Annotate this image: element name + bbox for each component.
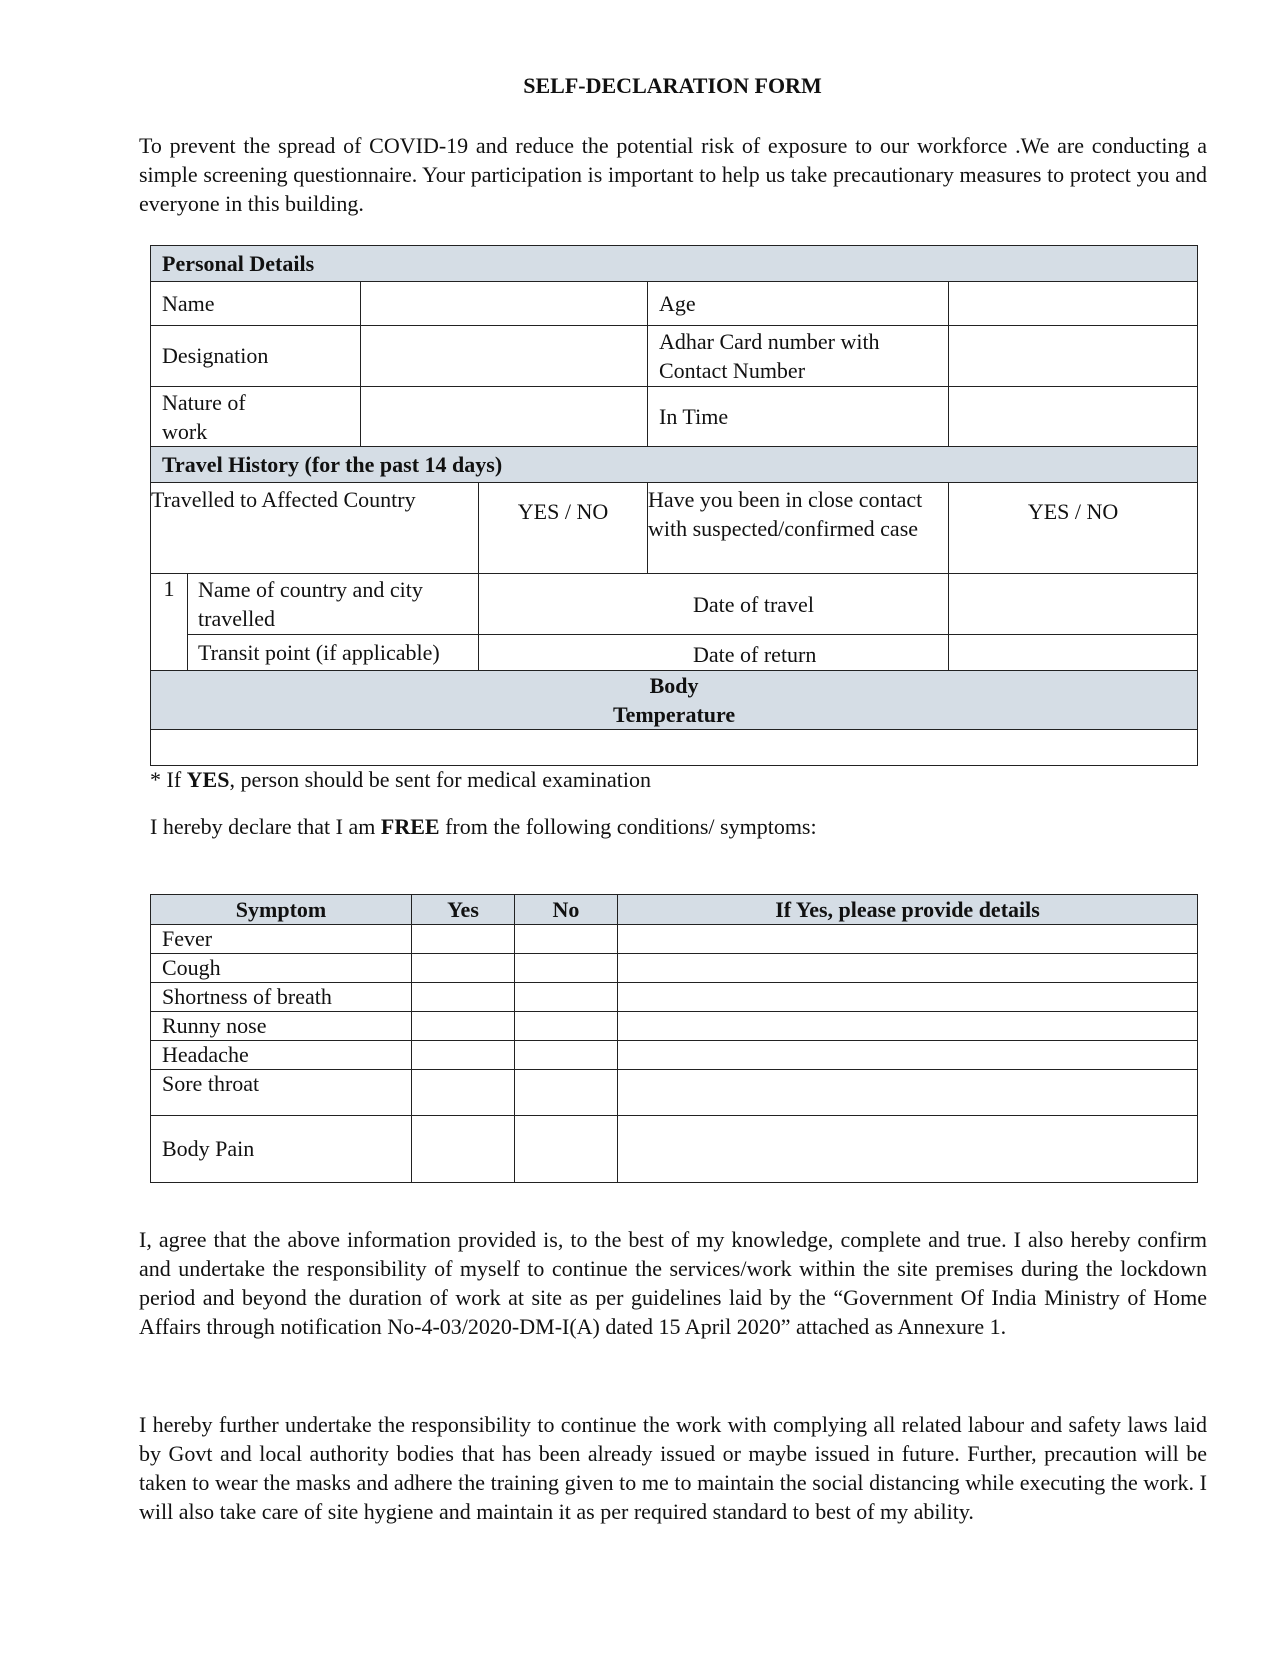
- symptom-row-cough: [151, 954, 1198, 983]
- yes-note-bold: YES: [186, 767, 230, 792]
- no-cell[interactable]: [515, 1070, 618, 1116]
- yes-cell[interactable]: [412, 954, 515, 983]
- nature-of-work-field[interactable]: [361, 387, 648, 447]
- symptom-label: Headache: [151, 1041, 412, 1070]
- in-time-label: In Time: [648, 387, 949, 447]
- declaration-bold: FREE: [380, 814, 440, 839]
- adhar-field[interactable]: [949, 326, 1198, 387]
- travelled-affected-label: Travelled to Affected Country: [151, 483, 479, 574]
- symptom-label: Runny nose: [151, 1012, 412, 1041]
- name-label: Name: [151, 282, 361, 326]
- agreement-paragraph: I, agree that the above information provided is, to the best of my knowledge, complete and true. I also hereby confirm and undertake the responsibility of myself to continue the services/work within the site premises during the lockdown period and beyond the duration of work at site as per guidelines laid by the “Government Of India Ministry of Home Affairs through notification No-4-03/2020-DM-I(A) dated 15 April 2020” attached as Annexure 1.: [139, 1227, 1207, 1339]
- symptom-header: Symptom: [151, 895, 412, 925]
- nature-of-work-line1: Nature of: [162, 389, 246, 415]
- designation-label: Designation: [151, 326, 361, 387]
- no-cell[interactable]: [515, 1012, 618, 1041]
- date-of-travel-label: Date of travel: [693, 592, 814, 617]
- symptom-label: Body Pain: [151, 1116, 412, 1183]
- no-cell[interactable]: [515, 1116, 618, 1183]
- yes-cell[interactable]: [412, 1116, 515, 1183]
- date-of-return-field[interactable]: [949, 635, 1198, 671]
- designation-field[interactable]: [361, 326, 648, 387]
- symptom-row-shortness-of-breath: [151, 983, 1198, 1012]
- body-temperature-line2: Temperature: [612, 702, 736, 727]
- yes-cell[interactable]: [412, 925, 515, 954]
- details-cell[interactable]: [618, 1116, 1198, 1183]
- close-contact-label: Have you been in close contact with suspected/confirmed case: [648, 483, 949, 574]
- symptom-row-runny-nose: [151, 1012, 1198, 1041]
- yes-cell[interactable]: [412, 1041, 515, 1070]
- in-time-field[interactable]: [949, 387, 1198, 447]
- no-cell[interactable]: [515, 983, 618, 1012]
- travelled-yes-no[interactable]: YES / NO: [479, 483, 648, 574]
- details-cell[interactable]: [618, 1041, 1198, 1070]
- transit-point-label: Transit point (if applicable): [188, 635, 479, 671]
- details-cell[interactable]: [618, 1070, 1198, 1116]
- body-temperature-field[interactable]: [151, 730, 1198, 766]
- declaration-post: from the following conditions/ symptoms:: [439, 814, 817, 839]
- details-cell[interactable]: [618, 983, 1198, 1012]
- yes-note-post: , person should be sent for medical examination: [229, 767, 652, 792]
- yes-note-pre: * If: [150, 767, 187, 792]
- adhar-label: Adhar Card number with Contact Number: [648, 326, 949, 387]
- symptom-label: Cough: [151, 954, 412, 983]
- body-temperature-header: [151, 671, 1198, 730]
- no-cell[interactable]: [515, 954, 618, 983]
- nature-of-work-line2: work: [162, 418, 208, 444]
- symptom-label: Shortness of breath: [151, 983, 412, 1012]
- symptom-label: Fever: [151, 925, 412, 954]
- country-city-label: Name of country and city travelled: [188, 574, 479, 635]
- yes-cell[interactable]: [412, 1012, 515, 1041]
- page-title: SELF-DECLARATION FORM: [523, 73, 822, 98]
- yes-header: Yes: [412, 895, 515, 925]
- name-field[interactable]: [361, 282, 648, 326]
- details-cell[interactable]: [618, 925, 1198, 954]
- symptom-row-fever: [151, 925, 1198, 954]
- details-cell[interactable]: [618, 1012, 1198, 1041]
- declaration-pre: I hereby declare that I am: [150, 814, 381, 839]
- close-contact-yes-no[interactable]: YES / NO: [949, 483, 1198, 574]
- date-of-travel-field[interactable]: [949, 574, 1198, 635]
- intro-paragraph: To prevent the spread of COVID-19 and reduce the potential risk of exposure to our workforce .We are conducting a simple screening questionnaire. Your participation is important to help us take precautionary measures to protect you and everyone in this building.: [139, 133, 1207, 216]
- symptom-row-body-pain: [151, 1116, 1198, 1183]
- details-cell[interactable]: [618, 954, 1198, 983]
- date-of-return-label: Date of return: [693, 642, 817, 667]
- symptom-label: Sore throat: [151, 1070, 412, 1116]
- personal-details-header: Personal Details: [151, 246, 1198, 282]
- declaration-line: [150, 814, 817, 840]
- age-label: Age: [648, 282, 949, 326]
- symptoms-table: [150, 894, 1198, 1183]
- no-cell[interactable]: [515, 925, 618, 954]
- yes-note: [150, 767, 651, 793]
- nature-of-work-label: [151, 387, 361, 447]
- no-cell[interactable]: [515, 1041, 618, 1070]
- travel-history-header: Travel History (for the past 14 days): [151, 447, 1198, 483]
- personal-travel-table: [150, 245, 1198, 766]
- undertaking-paragraph: I hereby further undertake the responsibility to continue the work with complying all related labour and safety laws laid by Govt and local authority bodies that has been already issued or maybe issued in future. Further, precaution will be taken to wear the masks and adhere the training given to me to maintain the social distancing while executing the work. I will also take care of site hygiene and maintain it as per required standard to best of my ability.: [139, 1412, 1207, 1524]
- symptom-row-headache: [151, 1041, 1198, 1070]
- details-header: If Yes, please provide details: [618, 895, 1198, 925]
- yes-cell[interactable]: [412, 983, 515, 1012]
- symptom-row-sore-throat: [151, 1070, 1198, 1116]
- yes-cell[interactable]: [412, 1070, 515, 1116]
- age-field[interactable]: [949, 282, 1198, 326]
- travel-row-number: 1: [151, 574, 188, 671]
- body-temperature-line1: Body: [649, 673, 699, 698]
- no-header: No: [515, 895, 618, 925]
